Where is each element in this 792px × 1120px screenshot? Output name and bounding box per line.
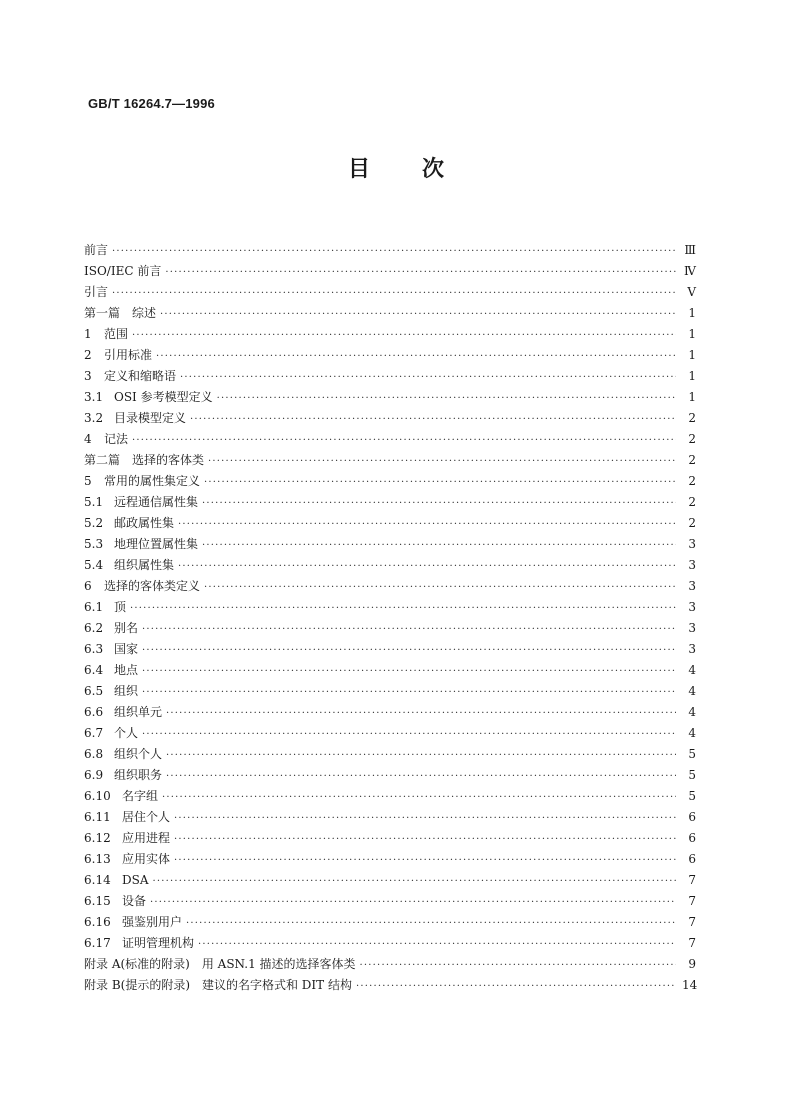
toc-entry-label: 组织: [114, 684, 139, 698]
toc-leader-dots: [217, 388, 676, 409]
toc-entry-page: 6: [688, 810, 696, 824]
toc-entry-page: 4: [688, 684, 696, 698]
toc-entry-page: 1: [688, 348, 696, 362]
toc-entry-page: 7: [688, 936, 696, 950]
toc-entry-page: 14: [682, 978, 698, 992]
toc-entry-number: 5.2: [84, 516, 104, 530]
toc-entry-page: 4: [688, 663, 696, 677]
toc-entry-page: 6: [688, 831, 696, 845]
toc-entry-number: 6.5: [84, 684, 104, 698]
toc-leader-dots: [142, 619, 676, 640]
toc-entry-label: 组织职务: [114, 768, 163, 782]
toc-entry-number: 6.14: [84, 873, 111, 887]
toc-entry-page: 9: [688, 957, 696, 971]
toc-entry-page: 3: [688, 621, 696, 635]
toc-entry-number: 6.17: [84, 936, 111, 950]
toc-entry[interactable]: [84, 261, 696, 282]
toc-entry-label: 应用进程: [122, 831, 171, 845]
toc-leader-dots: [360, 955, 676, 976]
toc-entry-label: 远程通信属性集: [114, 495, 199, 509]
toc-entry-number: 5: [84, 474, 92, 488]
toc-leader-dots: [202, 535, 676, 556]
toc-entry-page: 2: [688, 432, 696, 446]
toc-leader-dots: [186, 913, 676, 934]
toc-leader-dots: [166, 766, 676, 787]
toc-entry[interactable]: [84, 366, 696, 387]
toc-entry-number: 4: [84, 432, 92, 446]
toc-leader-dots: [142, 661, 676, 682]
toc-entry[interactable]: [84, 870, 696, 891]
toc-entry[interactable]: [84, 765, 696, 786]
toc-entry[interactable]: [84, 408, 696, 429]
toc-leader-dots: [208, 451, 676, 472]
toc-leader-dots: [356, 976, 676, 997]
toc-entry[interactable]: [84, 912, 696, 933]
toc-entry-page: 3: [688, 642, 696, 656]
toc-entry-label: 选择的客体类定义: [104, 579, 201, 593]
toc-entry-page: 5: [688, 768, 696, 782]
toc-leader-dots: [178, 514, 676, 535]
toc-entry-page: Ⅲ: [684, 243, 696, 257]
toc-entry-page: 6: [688, 852, 696, 866]
toc-entry-number: 3.2: [84, 411, 104, 425]
toc-entry[interactable]: [84, 513, 696, 534]
toc-entry-page: 2: [688, 495, 696, 509]
toc-leader-dots: [160, 304, 676, 325]
toc-entry[interactable]: [84, 555, 696, 576]
toc-entry-page: 1: [688, 369, 696, 383]
toc-entry[interactable]: [84, 282, 696, 303]
title-char-2: 次: [422, 157, 445, 182]
toc-entry[interactable]: [84, 891, 696, 912]
toc-entry-label: 邮政属性集: [114, 516, 175, 530]
toc-entry-number: 6.6: [84, 705, 104, 719]
toc-entry-number: 6.3: [84, 642, 104, 656]
toc-entry-page: 5: [688, 747, 696, 761]
toc-entry-page: 7: [688, 915, 696, 929]
toc-entry-number: 6.8: [84, 747, 104, 761]
table-of-contents: [84, 240, 696, 996]
toc-leader-dots: [132, 430, 676, 451]
toc-entry-page: 3: [688, 558, 696, 572]
toc-leader-dots: [204, 472, 676, 493]
toc-entry-number: 6.15: [84, 894, 111, 908]
toc-leader-dots: [132, 325, 676, 346]
toc-entry-label: 名字组: [122, 789, 159, 803]
toc-leader-dots: [204, 577, 676, 598]
toc-entry[interactable]: [84, 471, 696, 492]
toc-entry-label: 强鉴别用户: [122, 915, 183, 929]
toc-entry-label: 定义和缩略语: [104, 369, 177, 383]
toc-entry-number: 6.10: [84, 789, 111, 803]
standard-code: GB/T 16264.7—1996: [88, 96, 215, 111]
toc-leader-dots: [178, 556, 676, 577]
toc-entry[interactable]: [84, 828, 696, 849]
toc-entry-label: 范围: [104, 327, 129, 341]
page-title: [0, 152, 792, 183]
toc-entry-number: 6.12: [84, 831, 111, 845]
toc-entry[interactable]: [84, 597, 696, 618]
toc-entry-label: 前言: [84, 243, 109, 257]
toc-leader-dots: [153, 871, 676, 892]
toc-entry-label: 顶: [114, 600, 127, 614]
toc-entry-number: 6.1: [84, 600, 104, 614]
toc-entry[interactable]: [84, 387, 696, 408]
toc-entry[interactable]: [84, 723, 696, 744]
toc-leader-dots: [142, 724, 676, 745]
toc-entry-page: 2: [688, 411, 696, 425]
toc-entry[interactable]: [84, 534, 696, 555]
toc-entry-number: 6.2: [84, 621, 104, 635]
toc-leader-dots: [162, 787, 676, 808]
toc-entry-page: 5: [688, 789, 696, 803]
toc-leader-dots: [166, 745, 676, 766]
toc-entry[interactable]: [84, 639, 696, 660]
toc-entry-number: 6.4: [84, 663, 104, 677]
toc-entry[interactable]: [84, 786, 696, 807]
toc-entry-label: DSA: [122, 873, 149, 887]
toc-entry-page: 3: [688, 600, 696, 614]
toc-entry[interactable]: [84, 324, 696, 345]
toc-entry-page: 1: [688, 327, 696, 341]
toc-leader-dots: [202, 493, 676, 514]
toc-entry-label: 常用的属性集定义: [104, 474, 201, 488]
toc-leader-dots: [174, 829, 676, 850]
toc-entry-label: 附录 B(提示的附录) 建议的名字格式和 DIT 结构: [84, 978, 352, 992]
toc-leader-dots: [174, 808, 676, 829]
toc-entry-page: Ⅴ: [687, 285, 696, 299]
toc-entry-label: 别名: [114, 621, 139, 635]
toc-entry-page: 2: [688, 453, 696, 467]
toc-entry-label: 组织单元: [114, 705, 163, 719]
toc-entry[interactable]: [84, 660, 696, 681]
toc-entry-label: 地点: [114, 663, 139, 677]
toc-entry-label: 地理位置属性集: [114, 537, 199, 551]
toc-leader-dots: [198, 934, 676, 955]
toc-entry-page: 3: [688, 579, 696, 593]
toc-leader-dots: [130, 598, 676, 619]
toc-entry-number: 3.1: [84, 390, 104, 404]
toc-entry-label: 个人: [114, 726, 139, 740]
toc-entry-label: 居住个人: [122, 810, 171, 824]
toc-entry-number: 5.1: [84, 495, 104, 509]
toc-entry-label: 目录模型定义: [114, 411, 187, 425]
toc-leader-dots: [165, 262, 676, 283]
toc-entry[interactable]: [84, 576, 696, 597]
toc-leader-dots: [180, 367, 676, 388]
toc-entry-number: 2: [84, 348, 92, 362]
toc-entry[interactable]: [84, 429, 696, 450]
toc-entry[interactable]: [84, 975, 696, 996]
toc-leader-dots: [142, 640, 676, 661]
toc-entry-page: 1: [688, 306, 696, 320]
toc-entry[interactable]: [84, 240, 696, 261]
toc-entry-label: 组织个人: [114, 747, 163, 761]
toc-leader-dots: [174, 850, 676, 871]
toc-entry-label: 第一篇 综述: [84, 306, 157, 320]
toc-entry[interactable]: [84, 807, 696, 828]
toc-entry-page: Ⅳ: [684, 264, 696, 278]
toc-leader-dots: [156, 346, 676, 367]
toc-leader-dots: [150, 892, 676, 913]
toc-entry[interactable]: [84, 702, 696, 723]
toc-entry[interactable]: [84, 933, 696, 954]
toc-leader-dots: [112, 283, 676, 304]
toc-entry-number: 1: [84, 327, 92, 341]
toc-entry-label: 组织属性集: [114, 558, 175, 572]
toc-entry[interactable]: [84, 450, 696, 471]
toc-entry-label: 应用实体: [122, 852, 171, 866]
toc-entry-label: ISO/IEC 前言: [84, 264, 162, 278]
toc-leader-dots: [112, 241, 676, 262]
toc-entry-number: 6.16: [84, 915, 111, 929]
toc-entry-page: 2: [688, 516, 696, 530]
toc-entry-label: 引用标准: [104, 348, 153, 362]
toc-entry-label: 附录 A(标准的附录) 用 ASN.1 描述的选择客体类: [84, 957, 356, 971]
toc-entry[interactable]: [84, 744, 696, 765]
toc-leader-dots: [166, 703, 676, 724]
toc-entry-page: 3: [688, 537, 696, 551]
toc-entry-number: 5.4: [84, 558, 104, 572]
toc-entry[interactable]: [84, 618, 696, 639]
toc-entry-page: 7: [688, 894, 696, 908]
toc-entry-number: 6.7: [84, 726, 104, 740]
toc-entry[interactable]: [84, 492, 696, 513]
toc-entry-number: 5.3: [84, 537, 104, 551]
toc-entry-label: 引言: [84, 285, 109, 299]
toc-entry-label: 证明管理机构: [122, 936, 195, 950]
toc-entry-page: 1: [688, 390, 696, 404]
toc-entry-number: 6: [84, 579, 92, 593]
toc-entry-label: 第二篇 选择的客体类: [84, 453, 205, 467]
toc-entry-number: 3: [84, 369, 92, 383]
toc-entry[interactable]: [84, 954, 696, 975]
toc-entry[interactable]: [84, 345, 696, 366]
toc-leader-dots: [190, 409, 676, 430]
toc-entry-page: 4: [688, 726, 696, 740]
toc-entry-number: 6.11: [84, 810, 111, 824]
toc-leader-dots: [142, 682, 676, 703]
toc-entry-number: 6.13: [84, 852, 111, 866]
toc-entry[interactable]: [84, 303, 696, 324]
toc-entry[interactable]: [84, 849, 696, 870]
toc-entry-page: 2: [688, 474, 696, 488]
toc-entry-number: 6.9: [84, 768, 104, 782]
toc-entry-page: 7: [688, 873, 696, 887]
toc-entry-label: 国家: [114, 642, 139, 656]
title-char-1: 目: [347, 157, 370, 182]
toc-entry-label: OSI 参考模型定义: [114, 390, 213, 404]
toc-entry[interactable]: [84, 681, 696, 702]
toc-entry-label: 设备: [122, 894, 147, 908]
toc-entry-label: 记法: [104, 432, 129, 446]
toc-entry-page: 4: [688, 705, 696, 719]
